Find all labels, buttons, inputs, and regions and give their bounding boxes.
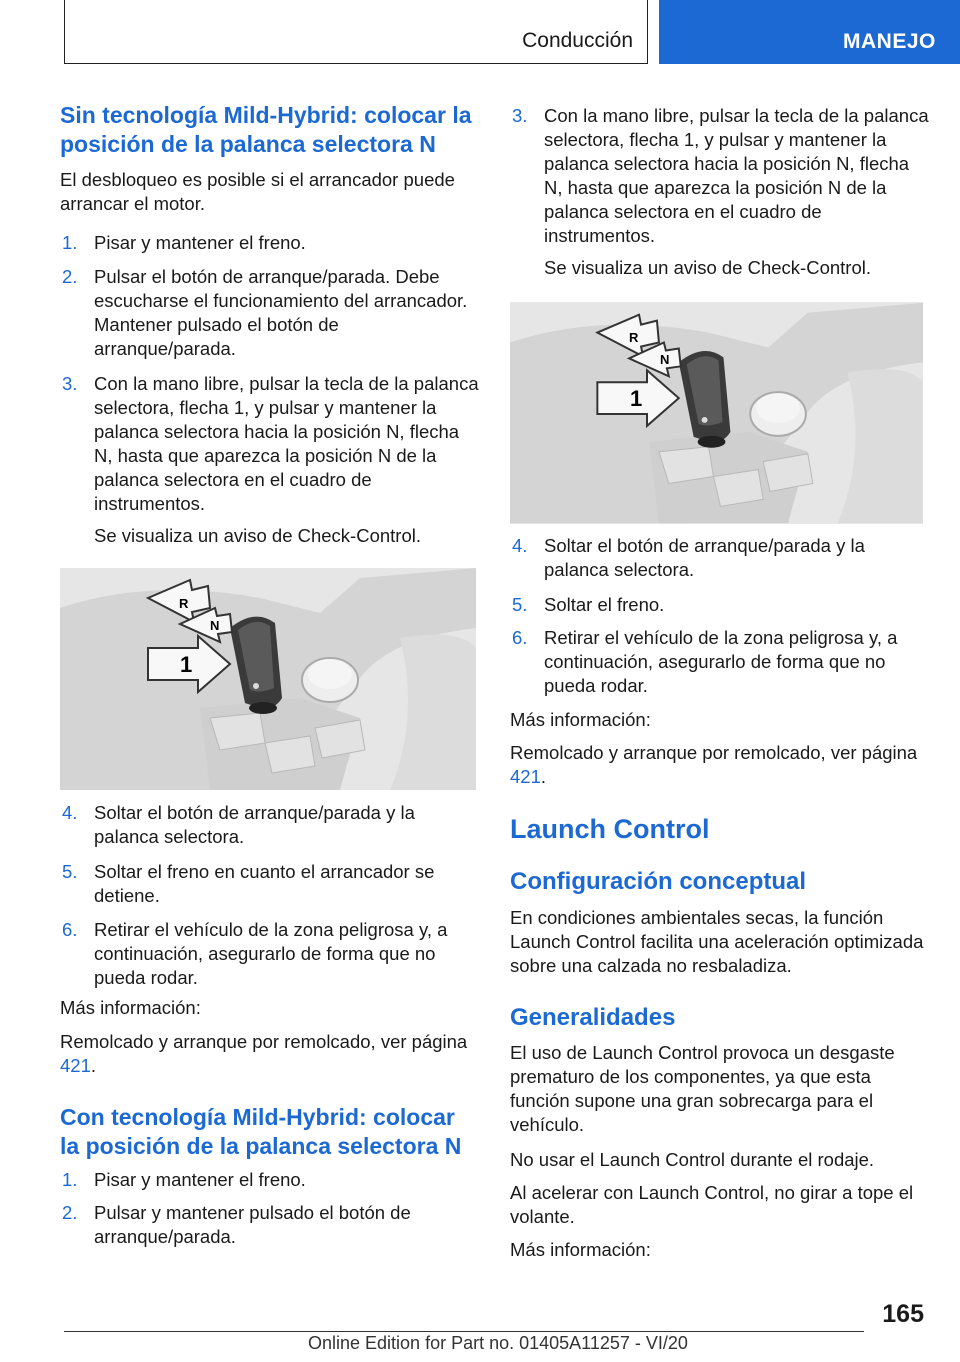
footer-edition: Online Edition for Part no. 01405A11257 - VI/20 bbox=[308, 1333, 688, 1353]
step-number: 3. bbox=[512, 105, 528, 126]
heading-without-mild-hybrid: Sin tecnología Mild-Hybrid: colocar la posición de la palanca selectora N bbox=[60, 102, 472, 157]
list-item bbox=[60, 801, 480, 849]
step-text: Pulsar y mantener pulsado el botón de arranque/parada. bbox=[94, 1202, 411, 1247]
right-general-p3-block bbox=[510, 1181, 930, 1229]
right-general-p1-block bbox=[510, 1041, 930, 1137]
arrow-label-1: 1 bbox=[630, 386, 643, 411]
step-text: Pisar y mantener el freno. bbox=[94, 232, 306, 253]
arrow-label-1: 1 bbox=[180, 652, 193, 677]
right-general-p4-block bbox=[510, 1238, 930, 1262]
arrow-label-r: R bbox=[179, 596, 189, 611]
left-heading-2-block bbox=[60, 1103, 480, 1161]
right-concept-text-block bbox=[510, 906, 930, 978]
more-info-label: Más información: bbox=[60, 997, 201, 1018]
list-item bbox=[60, 1168, 480, 1192]
list-item bbox=[60, 860, 480, 908]
step-number: 6. bbox=[62, 919, 78, 940]
gear-selector-drawing bbox=[60, 568, 476, 790]
right-concept-title-block bbox=[510, 867, 930, 897]
right-general-p2-block bbox=[510, 1148, 930, 1172]
list-item bbox=[60, 231, 480, 255]
reference-end: . bbox=[90, 1055, 97, 1076]
left-step-3-block bbox=[60, 372, 480, 548]
left-more-info-block bbox=[60, 996, 480, 1020]
arrow-label-n: N bbox=[210, 618, 220, 633]
header-chapter-label: MANEJO bbox=[843, 30, 936, 53]
step-number: 5. bbox=[62, 861, 78, 882]
left-step-5-block bbox=[60, 860, 480, 908]
left-step-2-block bbox=[60, 265, 480, 361]
step-text: Soltar el freno. bbox=[544, 594, 665, 615]
left-heading-1-block bbox=[60, 101, 480, 159]
step-number: 1. bbox=[62, 1169, 78, 1190]
list-item bbox=[60, 265, 480, 361]
arrow-label-r: R bbox=[629, 330, 639, 345]
general-paragraph-3: Al acelerar con Launch Control, no girar a tope el volante. bbox=[510, 1182, 914, 1227]
general-paragraph-1: El uso de Launch Control provoca un desgaste prematuro de los componentes, ya que esta función supone una gran sobrecarga para el vehículo. bbox=[510, 1042, 895, 1135]
heading-launch-control: Launch Control bbox=[510, 814, 710, 844]
arrow-label-n: N bbox=[660, 352, 670, 367]
page-link[interactable]: 421 bbox=[60, 1055, 91, 1076]
step-text: Retirar el vehículo de la zona peligrosa y, a continuación, asegurarlo de forma que no pueda rodar. bbox=[544, 627, 898, 696]
right-reference-block bbox=[510, 741, 930, 789]
left-reference-block bbox=[60, 1030, 480, 1078]
step-number: 6. bbox=[512, 627, 528, 648]
step-text: Pisar y mantener el freno. bbox=[94, 1169, 306, 1190]
heading-concept: Configuración conceptual bbox=[510, 868, 807, 895]
footer-divider bbox=[64, 1331, 864, 1332]
step-text: Soltar el botón de arranque/parada y la palanca selectora. bbox=[544, 535, 865, 580]
more-info-label: Más información: bbox=[510, 709, 651, 730]
step-number: 1. bbox=[62, 232, 78, 253]
heading-with-mild-hybrid: Con tecnología Mild-Hybrid: colocar la posición de la palanca selectora N bbox=[60, 1104, 462, 1159]
list-item bbox=[60, 1201, 480, 1249]
list-item bbox=[510, 593, 930, 617]
list-item bbox=[510, 626, 930, 698]
step-text: Soltar el freno en cuanto el arrancador se detiene. bbox=[94, 861, 435, 906]
intro-paragraph: El desbloqueo es posible si el arrancador puede arrancar el motor. bbox=[60, 169, 455, 214]
right-more-info-block bbox=[510, 708, 930, 732]
gear-selector-illustration bbox=[510, 302, 923, 524]
header-section-title: Conducción bbox=[522, 29, 633, 52]
header-section-box bbox=[64, 0, 648, 64]
step-text: Con la mano libre, pulsar la tecla de la palanca selectora, flecha 1, y pulsar y mantener la palanca selectora hacia la posición N, flecha N, hasta que aparezca la posición N de la palanca selectora en el cuadro de instrumentos. bbox=[94, 373, 479, 514]
step-text: Soltar el botón de arranque/parada y la palanca selectora. bbox=[94, 802, 415, 847]
left-step-4-block bbox=[60, 801, 480, 849]
right-step-6-block bbox=[510, 626, 930, 698]
step-text: Retirar el vehículo de la zona peligrosa y, a continuación, asegurarlo de forma que no pueda rodar. bbox=[94, 919, 448, 988]
step-text: Pulsar el botón de arranque/parada. Debe escucharse el funcionamiento del arrancador. Mantener pulsado el botón de arranque/parada. bbox=[94, 266, 468, 359]
step-number: 4. bbox=[512, 535, 528, 556]
reference-text: Remolcado y arranque por remolcado, ver página bbox=[510, 742, 918, 763]
right-step-5-block bbox=[510, 593, 930, 617]
general-paragraph-4: Más información: bbox=[510, 1239, 651, 1260]
list-item bbox=[60, 372, 480, 548]
step-number: 2. bbox=[62, 266, 78, 287]
step-number: 4. bbox=[62, 802, 78, 823]
reference-text: Remolcado y arranque por remolcado, ver página bbox=[60, 1031, 468, 1052]
header-chapter-tab[interactable] bbox=[659, 0, 960, 64]
list-item bbox=[510, 534, 930, 582]
step-note: Se visualiza un aviso de Check-Control. bbox=[94, 525, 421, 546]
list-item bbox=[510, 104, 930, 280]
left-steps-a bbox=[60, 231, 480, 255]
general-paragraph-2: No usar el Launch Control durante el rodaje. bbox=[510, 1149, 875, 1170]
gear-selector-drawing bbox=[510, 302, 923, 524]
page-number: 165 bbox=[882, 1300, 924, 1328]
right-general-title-block bbox=[510, 1003, 930, 1033]
heading-general: Generalidades bbox=[510, 1004, 676, 1031]
right-step-4-block bbox=[510, 534, 930, 582]
right-launch-title-block bbox=[510, 813, 930, 845]
right-step-3-block bbox=[510, 104, 930, 280]
step-text: Con la mano libre, pulsar la tecla de la palanca selectora, flecha 1, y pulsar y mantener la palanca selectora hacia la posición N, flecha N, hasta que aparezca la posición N de la palanca selectora en el cuadro de instrumentos. bbox=[544, 105, 929, 246]
gear-selector-illustration bbox=[60, 568, 476, 790]
concept-paragraph: En condiciones ambientales secas, la función Launch Control facilita una aceleración optimizada sobre una calzada no resbaladiza. bbox=[510, 907, 924, 976]
step-number: 2. bbox=[62, 1202, 78, 1223]
list-item bbox=[60, 918, 480, 990]
page-link[interactable]: 421 bbox=[510, 766, 541, 787]
step-note: Se visualiza un aviso de Check-Control. bbox=[544, 257, 871, 278]
left-step-6-block bbox=[60, 918, 480, 990]
left-steps-c-1-block bbox=[60, 1168, 480, 1192]
step-number: 3. bbox=[62, 373, 78, 394]
left-steps-c-2-block bbox=[60, 1201, 480, 1249]
cross-reference bbox=[510, 741, 930, 789]
step-number: 5. bbox=[512, 594, 528, 615]
reference-end: . bbox=[540, 766, 547, 787]
left-intro-block bbox=[60, 168, 480, 216]
cross-reference bbox=[60, 1030, 480, 1078]
